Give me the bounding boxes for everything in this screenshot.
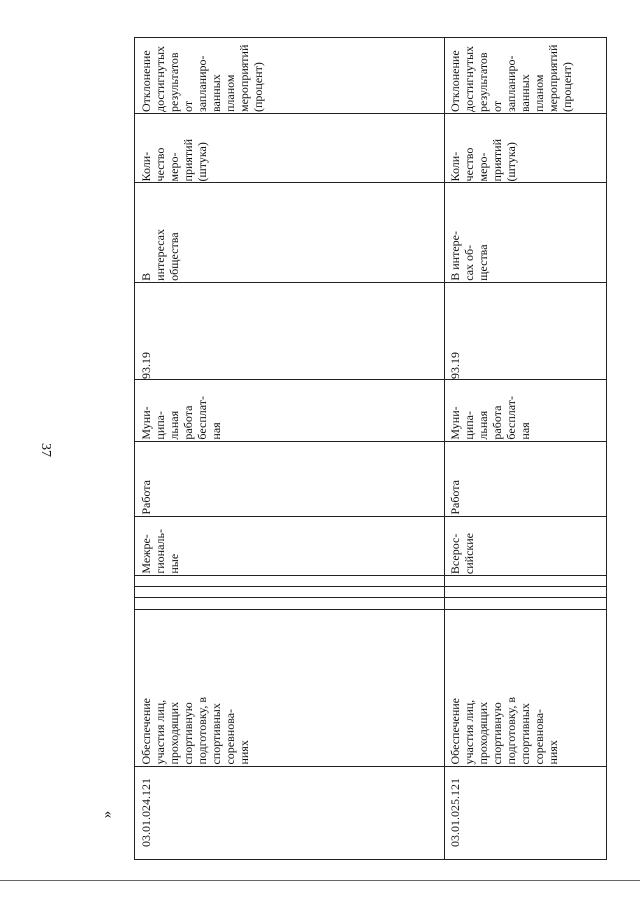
row1-indicator2: Отклонение достигнутых результатов от запланиро- ванных планом мероприятий (процент) [139,44,265,112]
bottom-rule [0,880,640,881]
page-number: 37 [38,443,53,457]
top-columns [134,37,607,860]
row1-indicator1: Коли- чество меро- приятий (штука) [139,138,209,181]
row2-okved: 93.19 [448,352,462,379]
row2-name: Обеспечение участия лиц, проходящих спортивную подготовку, в спортивных соревнова- ниях [448,697,560,765]
row2-interest: В интере- сах об- щества [448,231,490,281]
row2-type: Работа [448,480,462,515]
row2-status: Муни- ципа- льная работа бесплат- ная [448,396,532,440]
row2-level: Всерос- сийские [448,532,476,574]
row1-status: Муни- ципа- льная работа бесплат- ная [139,396,223,440]
row2-indicator1: Коли- чество меро- приятий (штука) [448,138,518,181]
row1-okved: 93.19 [139,352,153,379]
row1-type: Работа [139,480,153,515]
row1-code: 03.01.024.121 [139,777,153,847]
row2-code: 03.01.025.121 [448,777,462,847]
row2-indicator2: Отклонение достигнутых результатов от запланиро- ванных планом мероприятий (процент) [448,44,574,112]
open-quote: « [100,810,117,819]
row1-name: Обеспечение участия лиц, проходящих спортивную подготовку, в спортивных соревнова- ниях [139,697,251,765]
row1-level: Межре- гиональ- ные [139,529,181,574]
row1-interest: В интересах общества [139,229,181,281]
